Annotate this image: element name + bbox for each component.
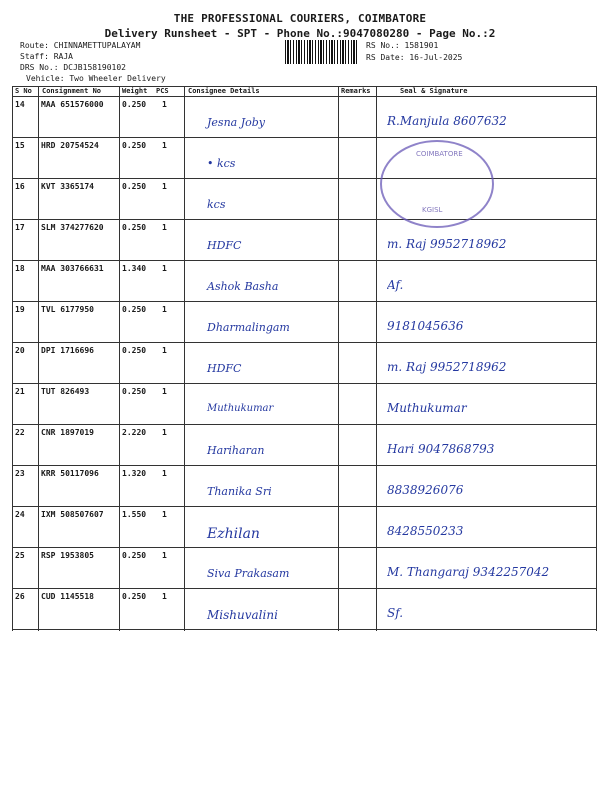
row-signature: Hari 9047868793 bbox=[387, 442, 495, 456]
row-consignee: Siva Prakasam bbox=[207, 567, 290, 580]
vehicle-line: Vehicle: Two Wheeler Delivery bbox=[26, 74, 166, 83]
row-weight: 0.250 bbox=[122, 592, 147, 601]
row-signature: Sf. bbox=[387, 606, 404, 620]
row-pcs: 1 bbox=[162, 592, 167, 601]
barcode bbox=[285, 40, 359, 64]
row-pcs: 1 bbox=[162, 264, 167, 273]
row-weight: 1.550 bbox=[122, 510, 147, 519]
row-signature: m. Raj 9952718962 bbox=[387, 360, 507, 374]
courier-stamp: COIMBATORE KGISL bbox=[380, 140, 494, 228]
col-sno: S No bbox=[15, 87, 32, 95]
row-weight: 2.220 bbox=[122, 428, 147, 437]
row-consignment: MAA 651576000 bbox=[41, 100, 104, 109]
row-pcs: 1 bbox=[162, 510, 167, 519]
row-consignee: Thanika Sri bbox=[207, 485, 272, 498]
row-sno: 14 bbox=[15, 100, 25, 109]
row-weight: 0.250 bbox=[122, 141, 147, 150]
runsheet-table bbox=[12, 86, 597, 631]
row-consignment: TUT 826493 bbox=[41, 387, 90, 396]
row-pcs: 1 bbox=[162, 305, 167, 314]
row-consignee: Mishuvalini bbox=[207, 608, 278, 622]
row-consignment: HRD 20754524 bbox=[41, 141, 99, 150]
row-pcs: 1 bbox=[162, 182, 167, 191]
row-weight: 0.250 bbox=[122, 346, 147, 355]
row-consignment: MAA 303766631 bbox=[41, 264, 104, 273]
rs-date-line: RS Date: 16-Jul-2025 bbox=[366, 53, 463, 62]
row-weight: 1.320 bbox=[122, 469, 147, 478]
row-consignment: KVT 3365174 bbox=[41, 182, 94, 191]
row-consignee: • kcs bbox=[207, 157, 236, 170]
row-sno: 15 bbox=[15, 141, 25, 150]
row-sno: 20 bbox=[15, 346, 25, 355]
row-weight: 0.250 bbox=[122, 100, 147, 109]
row-consignment: CNR 1897019 bbox=[41, 428, 94, 437]
row-pcs: 1 bbox=[162, 387, 167, 396]
row-pcs: 1 bbox=[162, 100, 167, 109]
row-sno: 25 bbox=[15, 551, 25, 560]
row-sno: 23 bbox=[15, 469, 25, 478]
row-consignment: CUD 1145518 bbox=[41, 592, 94, 601]
row-signature: 8428550233 bbox=[387, 524, 464, 538]
row-sno: 21 bbox=[15, 387, 25, 396]
row-sno: 24 bbox=[15, 510, 25, 519]
row-consignment: SLM 374277620 bbox=[41, 223, 104, 232]
col-consignment: Consignment No bbox=[42, 87, 102, 95]
col-pcs: PCS bbox=[156, 87, 169, 95]
row-pcs: 1 bbox=[162, 346, 167, 355]
row-weight: 1.340 bbox=[122, 264, 147, 273]
row-signature: Af. bbox=[387, 278, 404, 292]
company-title: THE PROFESSIONAL COURIERS, COIMBATORE bbox=[173, 12, 427, 25]
row-consignee: kcs bbox=[207, 198, 226, 211]
drs-line: DRS No.: DCJB158190102 bbox=[20, 63, 126, 72]
row-sno: 19 bbox=[15, 305, 25, 314]
row-sno: 16 bbox=[15, 182, 25, 191]
row-consignment: RSP 1953805 bbox=[41, 551, 94, 560]
row-weight: 0.250 bbox=[122, 182, 147, 191]
row-consignee: HDFC bbox=[207, 239, 242, 252]
row-signature: R.Manjula 8607632 bbox=[387, 114, 507, 128]
row-consignee: Ashok Basha bbox=[207, 280, 279, 293]
row-consignee: Jesna Joby bbox=[207, 116, 265, 129]
rs-no-line: RS No.: 1581901 bbox=[366, 41, 439, 50]
row-weight: 0.250 bbox=[122, 305, 147, 314]
row-pcs: 1 bbox=[162, 469, 167, 478]
row-consignee: Ezhilan bbox=[207, 526, 260, 542]
row-signature: Muthukumar bbox=[387, 401, 467, 415]
row-pcs: 1 bbox=[162, 551, 167, 560]
row-consignee: Dharmalingam bbox=[207, 321, 290, 334]
row-consignment: IXM 508507607 bbox=[41, 510, 104, 519]
row-consignee: HDFC bbox=[207, 362, 242, 375]
row-weight: 0.250 bbox=[122, 551, 147, 560]
row-pcs: 1 bbox=[162, 223, 167, 232]
row-signature: M. Thangaraj 9342257042 bbox=[387, 565, 550, 579]
route-line: Route: CHINNAMETTUPALAYAM bbox=[20, 41, 141, 50]
runsheet-subtitle: Delivery Runsheet - SPT - Phone No.:9047080280 - Page No.:2 bbox=[104, 27, 496, 40]
row-pcs: 1 bbox=[162, 141, 167, 150]
row-signature: m. Raj 9952718962 bbox=[387, 237, 507, 251]
row-signature: 9181045636 bbox=[387, 319, 464, 333]
col-consignee: Consignee Details bbox=[188, 87, 260, 95]
row-consignment: TVL 6177950 bbox=[41, 305, 94, 314]
row-signature: 8838926076 bbox=[387, 483, 464, 497]
row-weight: 0.250 bbox=[122, 387, 147, 396]
col-seal: Seal & Signature bbox=[400, 87, 468, 95]
row-sno: 18 bbox=[15, 264, 25, 273]
row-sno: 26 bbox=[15, 592, 25, 601]
row-sno: 22 bbox=[15, 428, 25, 437]
row-consignee: Hariharan bbox=[207, 444, 265, 457]
staff-line: Staff: RAJA bbox=[20, 52, 73, 61]
row-consignment: KRR 50117096 bbox=[41, 469, 99, 478]
row-consignee: Muthukumar bbox=[207, 403, 274, 414]
row-weight: 0.250 bbox=[122, 223, 147, 232]
row-sno: 17 bbox=[15, 223, 25, 232]
row-consignment: DPI 1716696 bbox=[41, 346, 94, 355]
col-weight: Weight bbox=[122, 87, 148, 95]
row-pcs: 1 bbox=[162, 428, 167, 437]
col-remarks: Remarks bbox=[341, 87, 371, 95]
